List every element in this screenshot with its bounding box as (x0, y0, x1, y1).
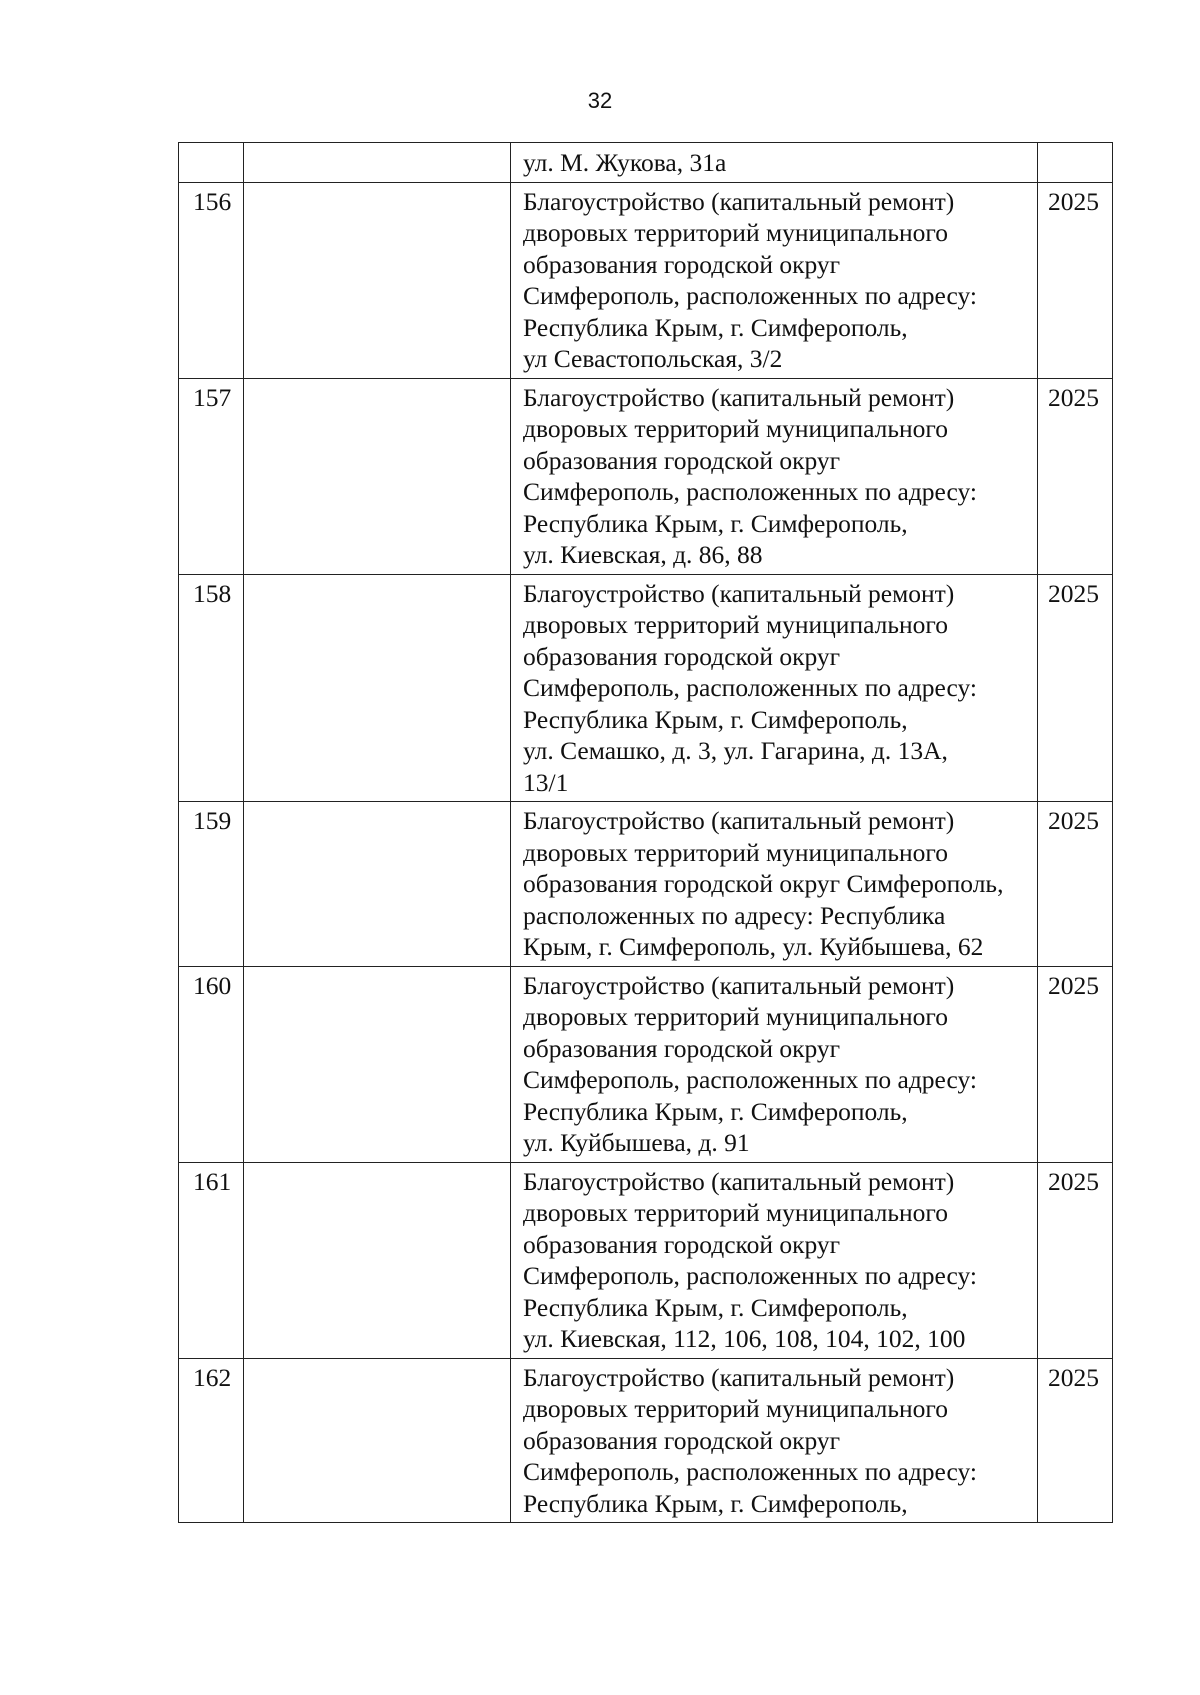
description-line: Благоустройство (капитальный ремонт) (523, 970, 955, 1000)
row-number-cell: 158 (179, 574, 244, 802)
table-row (179, 802, 1113, 967)
description-cell (511, 1358, 1038, 1523)
description-line: дворовых территорий муниципального (523, 610, 948, 639)
description-cell (511, 802, 1038, 967)
description-line: дворовых территорий муниципального (523, 1198, 948, 1227)
continuation-row (179, 143, 1113, 183)
description-line: дворовых территорий муниципального (523, 1394, 948, 1423)
description-line: дворовых территорий муниципального (523, 414, 948, 443)
description-line: 13/1 (523, 767, 569, 797)
description-line: Симферополь, расположенных по адресу: (523, 1261, 977, 1290)
description-line: Благоустройство (капитальный ремонт) (523, 186, 955, 216)
year-cell: 2025 (1038, 378, 1113, 574)
year-cell: 2025 (1038, 966, 1113, 1162)
description-line: дворовых территорий муниципального (523, 218, 948, 247)
table-row (179, 378, 1113, 574)
description-cell (511, 574, 1038, 802)
description-line: образования городской округ (523, 1229, 841, 1259)
responsible-cell (244, 378, 511, 574)
description-line: Симферополь, расположенных по адресу: (523, 673, 977, 702)
description-cell (511, 182, 1038, 378)
description-line: ул. Семашко, д. 3, ул. Гагарина, д. 13А, (523, 736, 948, 765)
description-line: Республика Крым, г. Симферополь, (523, 312, 908, 342)
description-line: ул. Киевская, д. 86, 88 (523, 540, 763, 569)
table-row (179, 966, 1113, 1162)
responsible-cell (244, 1162, 511, 1358)
description-line: дворовых территорий муниципального (523, 837, 948, 867)
description-line: Симферополь, расположенных по адресу: (523, 281, 977, 310)
table-row (179, 1162, 1113, 1358)
year-cell: 2025 (1038, 802, 1113, 967)
responsible-cell (244, 966, 511, 1162)
description-line: образования городской округ (523, 445, 841, 475)
description-line: образования городской округ Симферополь, (523, 869, 1004, 898)
table-row (179, 574, 1113, 802)
row-number-cell (179, 143, 244, 183)
row-number-cell: 159 (179, 802, 244, 967)
description-line: Симферополь, расположенных по адресу: (523, 1457, 977, 1486)
program-table (178, 142, 1113, 1523)
year-cell: 2025 (1038, 182, 1113, 378)
description-line: Благоустройство (капитальный ремонт) (523, 806, 955, 835)
description-line: ул Севастопольская, 3/2 (523, 344, 783, 373)
table-row (179, 182, 1113, 378)
description-line: образования городской округ (523, 1033, 841, 1063)
description-cell (511, 378, 1038, 574)
description-line: образования городской округ (523, 1425, 841, 1455)
description-line: расположенных по адресу: Республика (523, 900, 946, 930)
row-number-cell: 157 (179, 378, 244, 574)
description-line: Крым, г. Симферополь, ул. Куйбышева, 62 (523, 932, 984, 961)
description-line: ул. М. Жукова, 31а (523, 148, 727, 177)
row-number-cell: 156 (179, 182, 244, 378)
responsible-cell (244, 1358, 511, 1523)
row-number-cell: 160 (179, 966, 244, 1162)
row-number-cell: 162 (179, 1358, 244, 1523)
description-cell (511, 1162, 1038, 1358)
description-line: Республика Крым, г. Симферополь, (523, 1488, 908, 1518)
description-line: Благоустройство (капитальный ремонт) (523, 1362, 955, 1392)
description-line: ул. Киевская, 112, 106, 108, 104, 102, 100 (523, 1324, 966, 1353)
description-line: Республика Крым, г. Симферополь, (523, 1292, 908, 1322)
description-line: Благоустройство (капитальный ремонт) (523, 1166, 955, 1196)
year-cell: 2025 (1038, 1162, 1113, 1358)
responsible-cell (244, 802, 511, 967)
year-cell: 2025 (1038, 574, 1113, 802)
description-cell (511, 966, 1038, 1162)
description-line: Симферополь, расположенных по адресу: (523, 1065, 977, 1094)
description-line: Республика Крым, г. Симферополь, (523, 704, 908, 734)
description-line: Республика Крым, г. Симферополь, (523, 508, 908, 538)
table-row (179, 1358, 1113, 1523)
description-line: Республика Крым, г. Симферополь, (523, 1096, 908, 1126)
description-line: Благоустройство (капитальный ремонт) (523, 382, 955, 412)
year-cell: 2025 (1038, 1358, 1113, 1523)
description-line: образования городской округ (523, 641, 841, 671)
row-number-cell: 161 (179, 1162, 244, 1358)
description-line: Симферополь, расположенных по адресу: (523, 477, 977, 506)
responsible-cell (244, 143, 511, 183)
responsible-cell (244, 182, 511, 378)
description-line: ул. Куйбышева, д. 91 (523, 1128, 750, 1157)
description-line: Благоустройство (капитальный ремонт) (523, 578, 955, 608)
description-cell (511, 143, 1038, 183)
description-line: образования городской округ (523, 249, 841, 279)
year-cell (1038, 143, 1113, 183)
responsible-cell (244, 574, 511, 802)
table-body (179, 143, 1113, 1523)
page-number: 32 (587, 88, 613, 113)
description-line: дворовых территорий муниципального (523, 1002, 948, 1031)
